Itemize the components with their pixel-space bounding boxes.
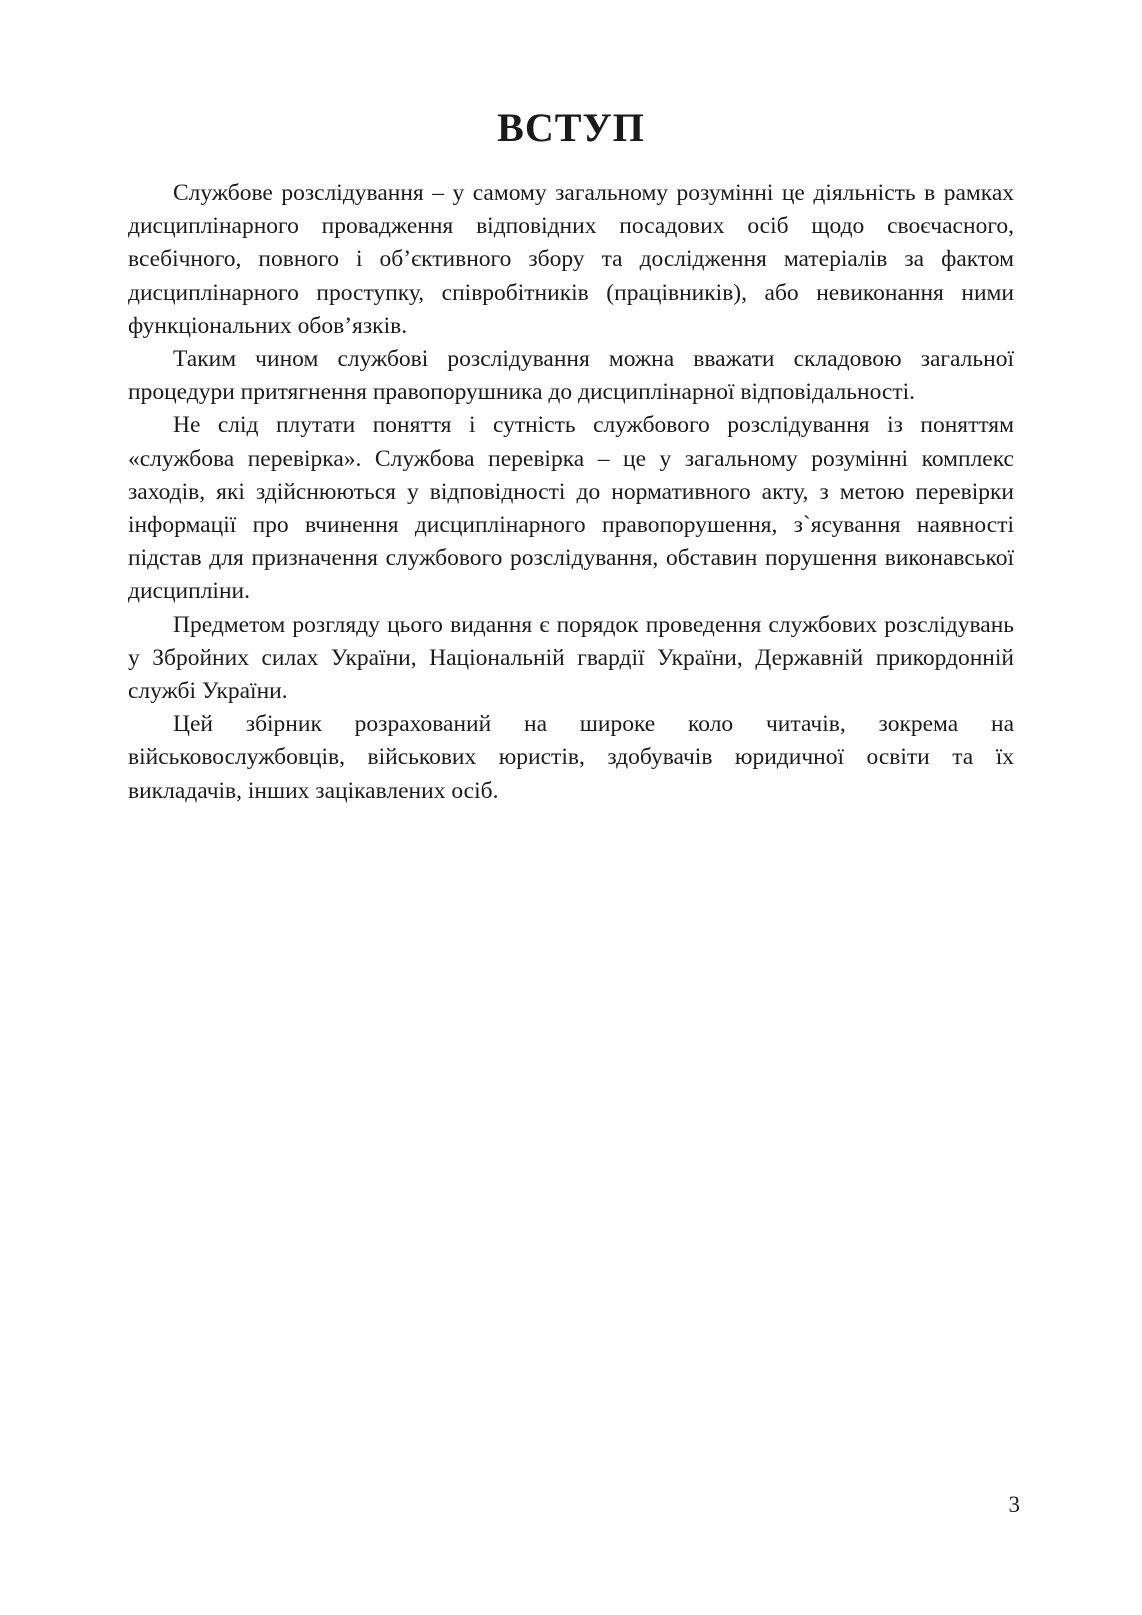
body-text	[128, 177, 1014, 808]
page-title: ВСТУП	[497, 105, 645, 150]
paragraph: Не слід плутати поняття і сутність службового розслідування із поняттям «службова перевірка». Службова перевірка – це у загальному розумінні комплекс заходів, які здійснюються у відповідності до нормативного акту, з метою перевірки інформації про вчинення дисциплінарного правопорушення, з`ясування наявності підстав для призначення службового розслідування, обставин порушення виконавської дисципліни.	[128, 412, 1014, 605]
paragraph: Цей збірник розрахований на широке коло читачів, зокрема на військовослужбовців, військових юристів, здобувачів юридичної освіти та їх викладачів, інших зацікавлених осіб.	[128, 711, 1014, 804]
paragraph: Службове розслідування – у самому загальному розумінні це діяльність в рамках дисциплінарного провадження відповідних посадових осіб щодо своєчасного, всебічного, повного і об’єктивного збору та дослідження матеріалів за фактом дисциплінарного проступку, співробітників (працівників), або невиконання ними функціональних обов’язків.	[128, 180, 1014, 339]
paragraph: Таким чином службові розслідування можна вважати складовою загальної процедури притягнення правопорушника до дисциплінарної відповідальності.	[128, 346, 1014, 406]
page-number: 3	[1008, 1492, 1020, 1517]
paragraph: Предметом розгляду цього видання є порядок проведення службових розслідувань у Збройних силах України, Національній гвардії України, Державній прикордонній службі України.	[128, 611, 1014, 705]
